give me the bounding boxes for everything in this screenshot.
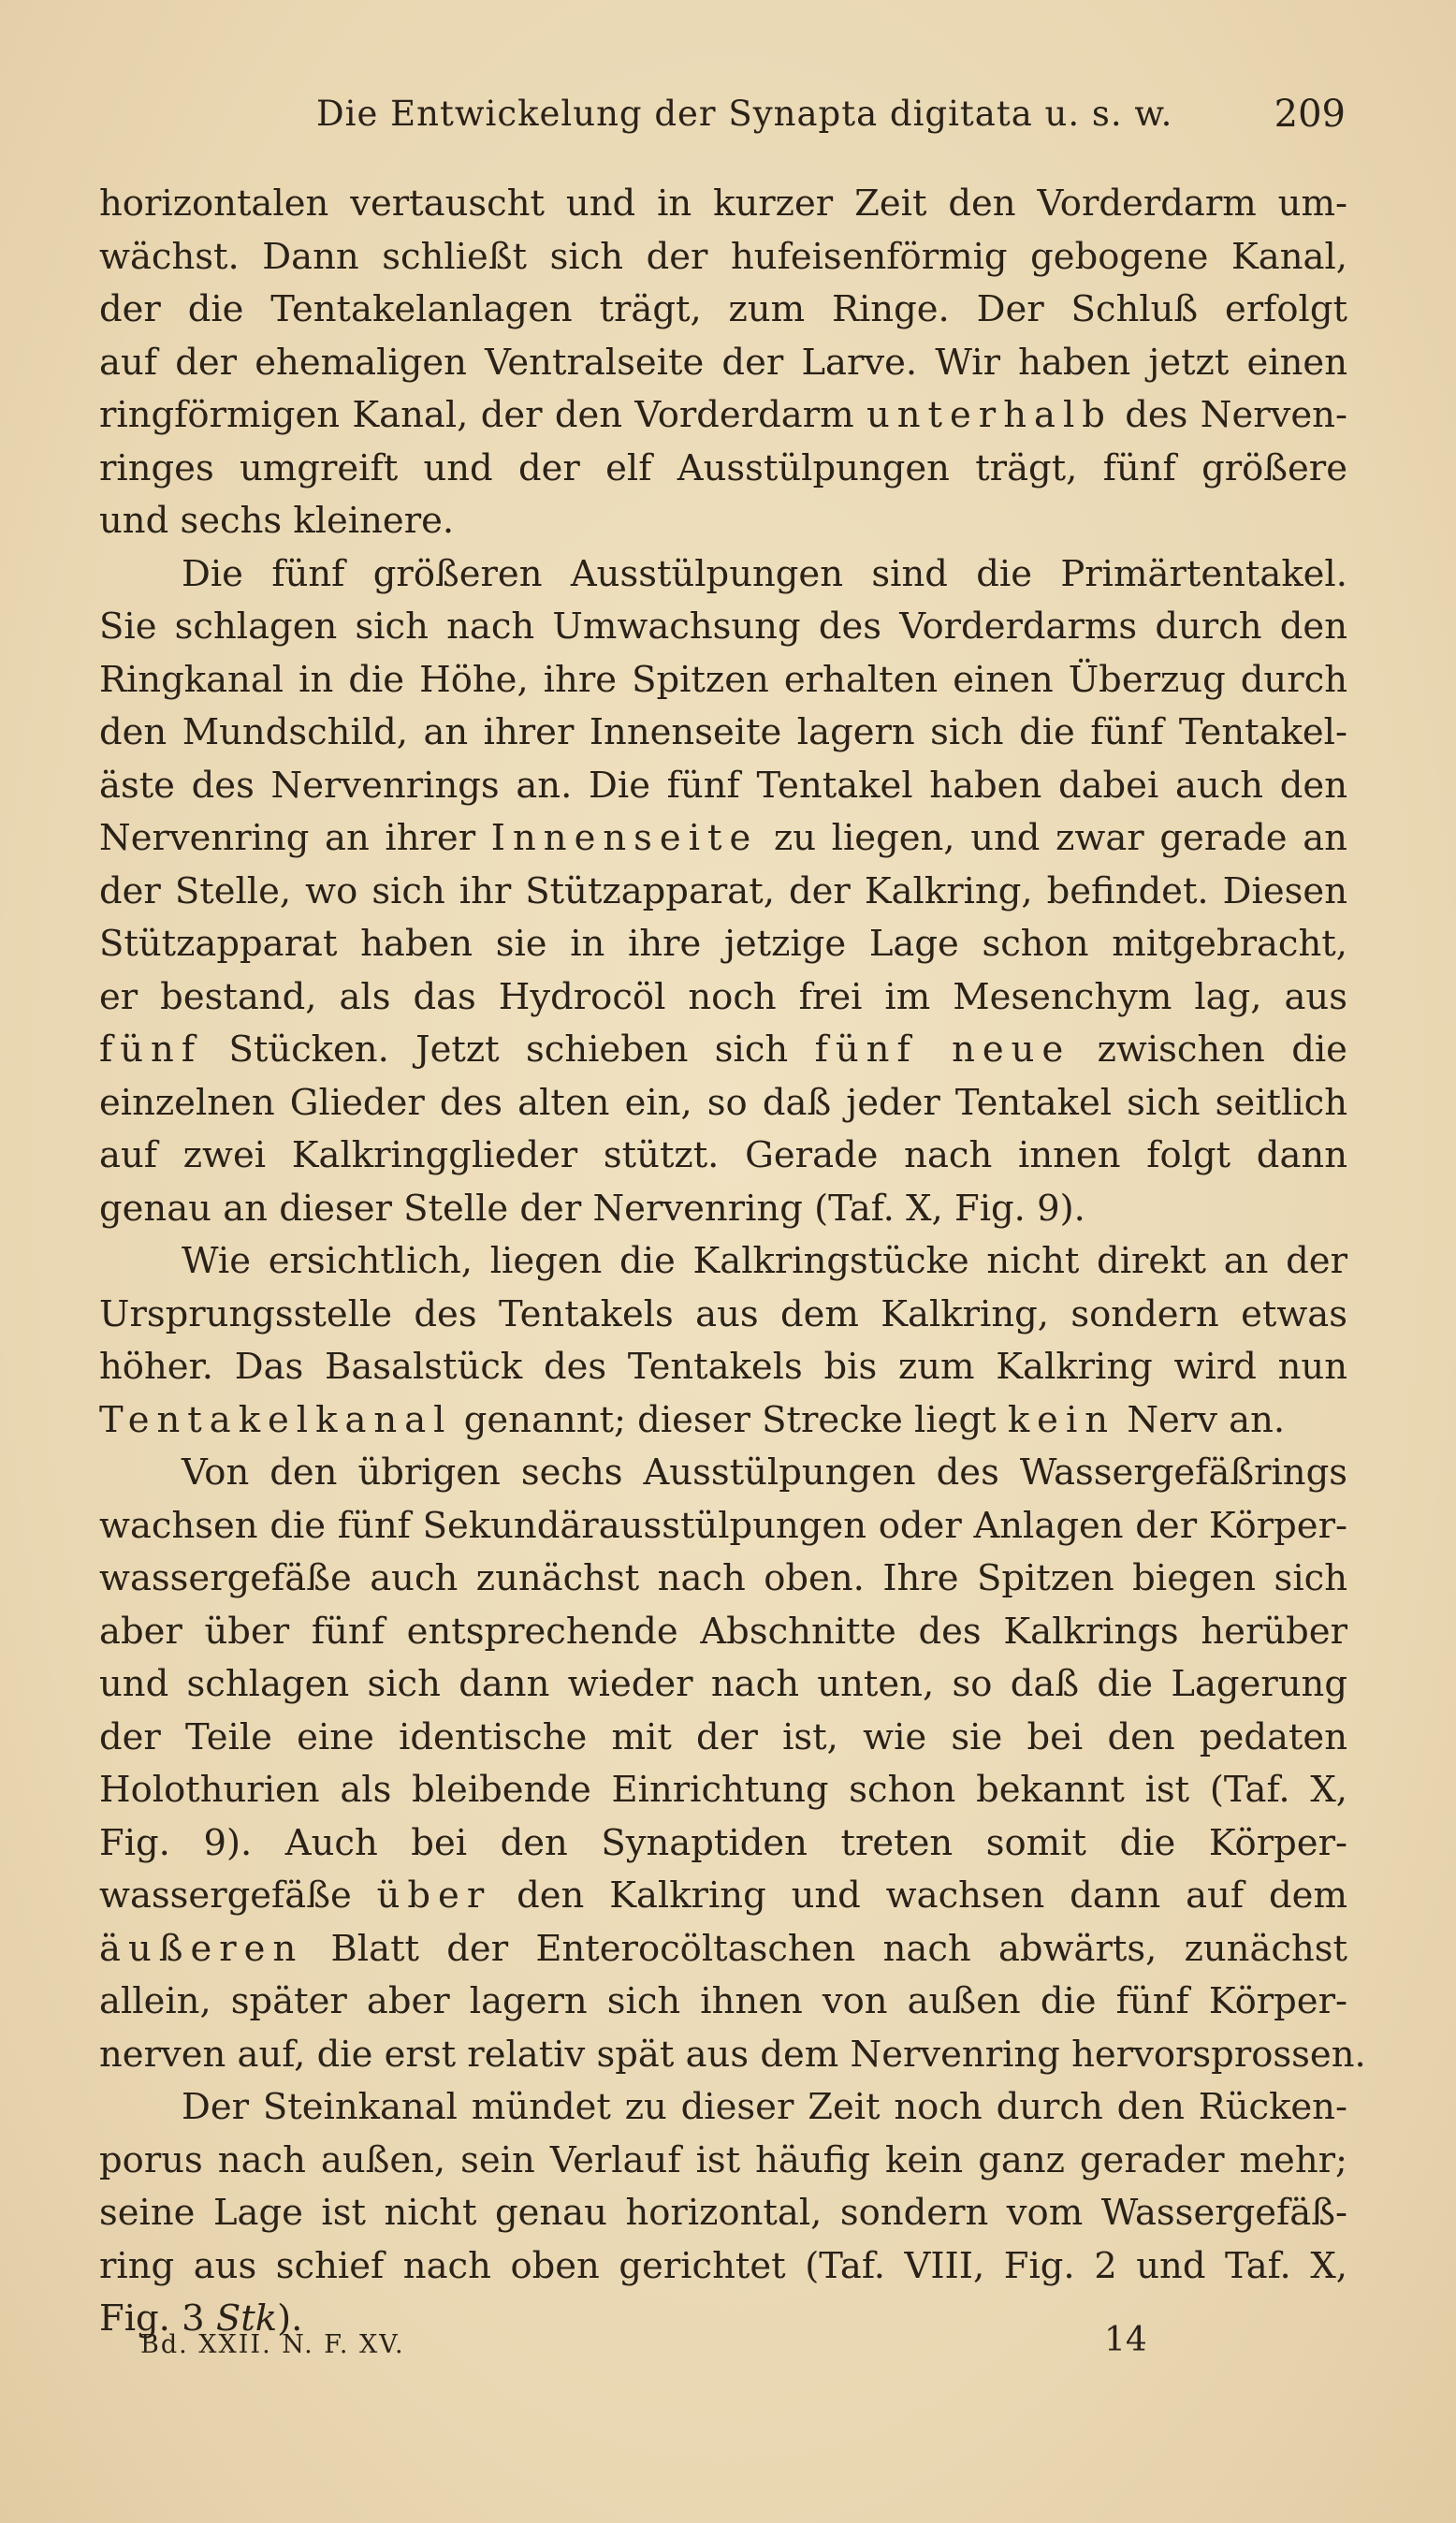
- text-line: ringes umgreift und der elf Ausstülpungen trägt, fünf größere: [99, 446, 1347, 489]
- text-line: auf zwei Kalkringglieder stützt. Gerade nach innen folgt dann: [99, 1134, 1347, 1176]
- text-line: horizontalen vertauscht und in kurzer Zeit den Vorderdarm um-: [99, 182, 1347, 225]
- text-line: Nervenring an ihrer Innenseite zu liegen, und zwar gerade an: [99, 817, 1347, 859]
- text-line: ring aus schief nach oben gerichtet (Taf. VIII, Fig. 2 und Taf. X,: [99, 2244, 1347, 2287]
- text-line: wächst. Dann schließt sich der hufeisenförmig gebogene Kanal,: [99, 235, 1347, 278]
- text-line: der Teile eine identische mit der ist, wie sie bei den pedaten: [99, 1715, 1347, 1758]
- text-line: Ringkanal in die Höhe, ihre Spitzen erhalten einen Überzug durch: [99, 658, 1347, 701]
- volume-signature: Bd. XXII. N. F. XV.: [140, 2330, 405, 2359]
- text-line: der Stelle, wo sich ihr Stützapparat, der Kalkring, befindet. Diesen: [99, 869, 1347, 912]
- text-line: wachsen die fünf Sekundärausstülpungen oder Anlagen der Körper-: [99, 1504, 1347, 1547]
- text-line: auf der ehemaligen Ventralseite der Larve. Wir haben jetzt einen: [99, 341, 1347, 384]
- text-line: den Mundschild, an ihrer Innenseite lagern sich die fünf Tentakel-: [99, 711, 1347, 753]
- text-line: Wie ersichtlich, liegen die Kalkringstücke nicht direkt an der: [182, 1240, 1347, 1282]
- sheet-number: 14: [1104, 2321, 1147, 2359]
- page-footer: [140, 2321, 1216, 2368]
- text-line: äste des Nervenrings an. Die fünf Tentakel haben dabei auch den: [99, 764, 1347, 807]
- text-line: porus nach außen, sein Verlauf ist häufig kein ganz gerader mehr;: [99, 2138, 1347, 2181]
- emphasis-spaced: kein: [1007, 1398, 1116, 1441]
- text-line: und schlagen sich dann wieder nach unten, so daß die Lagerung: [99, 1663, 1347, 1705]
- text-line: einzelnen Glieder des alten ein, so daß jeder Tentakel sich seitlich: [99, 1081, 1347, 1124]
- text-line: Ursprungsstelle des Tentakels aus dem Kalkring, sondern etwas: [99, 1292, 1347, 1335]
- text-line: wassergefäße auch zunächst nach oben. Ihre Spitzen biegen sich: [99, 1557, 1347, 1599]
- emphasis-spaced: fünf: [99, 1028, 203, 1071]
- emphasis-spaced: unterhalb: [866, 394, 1113, 436]
- text-line: der die Tentakelanlagen trägt, zum Ringe. Der Schluß erfolgt: [99, 288, 1347, 330]
- running-header: [101, 86, 1346, 142]
- text-line: seine Lage ist nicht genau horizontal, sondern vom Wassergefäß-: [99, 2192, 1347, 2234]
- emphasis-spaced: Tentakelkanal: [99, 1398, 453, 1441]
- text-line: allein, später aber lagern sich ihnen von außen die fünf Körper-: [99, 1980, 1347, 2022]
- text-line: wassergefäße über den Kalkring und wachsen dann auf dem: [99, 1874, 1347, 1917]
- text-line: Tentakelkanal genannt; dieser Strecke liegt kein Nerv an.: [99, 1398, 1286, 1441]
- text-line: genau an dieser Stelle der Nervenring (Taf. X, Fig. 9).: [99, 1187, 1085, 1230]
- text-line: Stützapparat haben sie in ihre jetzige Lage schon mitgebracht,: [99, 923, 1347, 965]
- text-line: Holothurien als bleibende Einrichtung schon bekannt ist (Taf. X,: [99, 1769, 1347, 1811]
- emphasis-spaced: äußeren: [99, 1927, 304, 1970]
- text-line: und sechs kleinere.: [99, 500, 455, 542]
- emphasis-spaced: Innenseite: [490, 817, 759, 859]
- running-title: Die Entwickelung der Synapta digitata u. s. w.: [316, 94, 1173, 134]
- figure-label: Stk: [215, 2297, 278, 2340]
- text-line: nerven auf, die erst relativ spät aus dem Nervenring hervorsprossen.: [99, 2033, 1366, 2076]
- text-line: Von den übrigen sechs Ausstülpungen des Wassergefäßrings: [182, 1451, 1347, 1494]
- text-line: fünf Stücken. Jetzt schieben sich fünf neue zwischen die: [99, 1028, 1347, 1071]
- text-line: Die fünf größeren Ausstülpungen sind die Primärtentakel.: [182, 552, 1347, 595]
- text-line: er bestand, als das Hydrocöl noch frei im Mesenchym lag, aus: [99, 975, 1347, 1018]
- text-line: aber über fünf entsprechende Abschnitte des Kalkrings herüber: [99, 1610, 1347, 1653]
- text-line: ringförmigen Kanal, der den Vorderdarm unterhalb des Nerven-: [99, 394, 1347, 436]
- emphasis-spaced: fünf neue: [814, 1028, 1071, 1071]
- text-line: äußeren Blatt der Enterocöltaschen nach abwärts, zunächst: [99, 1927, 1347, 1970]
- text-line: Fig. 3 Stk).: [99, 2297, 303, 2340]
- emphasis-spaced: über: [376, 1874, 492, 1917]
- text-line: Der Steinkanal mündet zu dieser Zeit noch durch den Rücken-: [182, 2086, 1347, 2128]
- text-line: höher. Das Basalstück des Tentakels bis zum Kalkring wird nun: [99, 1346, 1347, 1388]
- text-line: Fig. 9). Auch bei den Synaptiden treten somit die Körper-: [99, 1821, 1347, 1864]
- text-line: Sie schlagen sich nach Umwachsung des Vorderdarms durch den: [99, 605, 1347, 648]
- page-number: 209: [1274, 93, 1346, 136]
- body-text: [99, 178, 1366, 2346]
